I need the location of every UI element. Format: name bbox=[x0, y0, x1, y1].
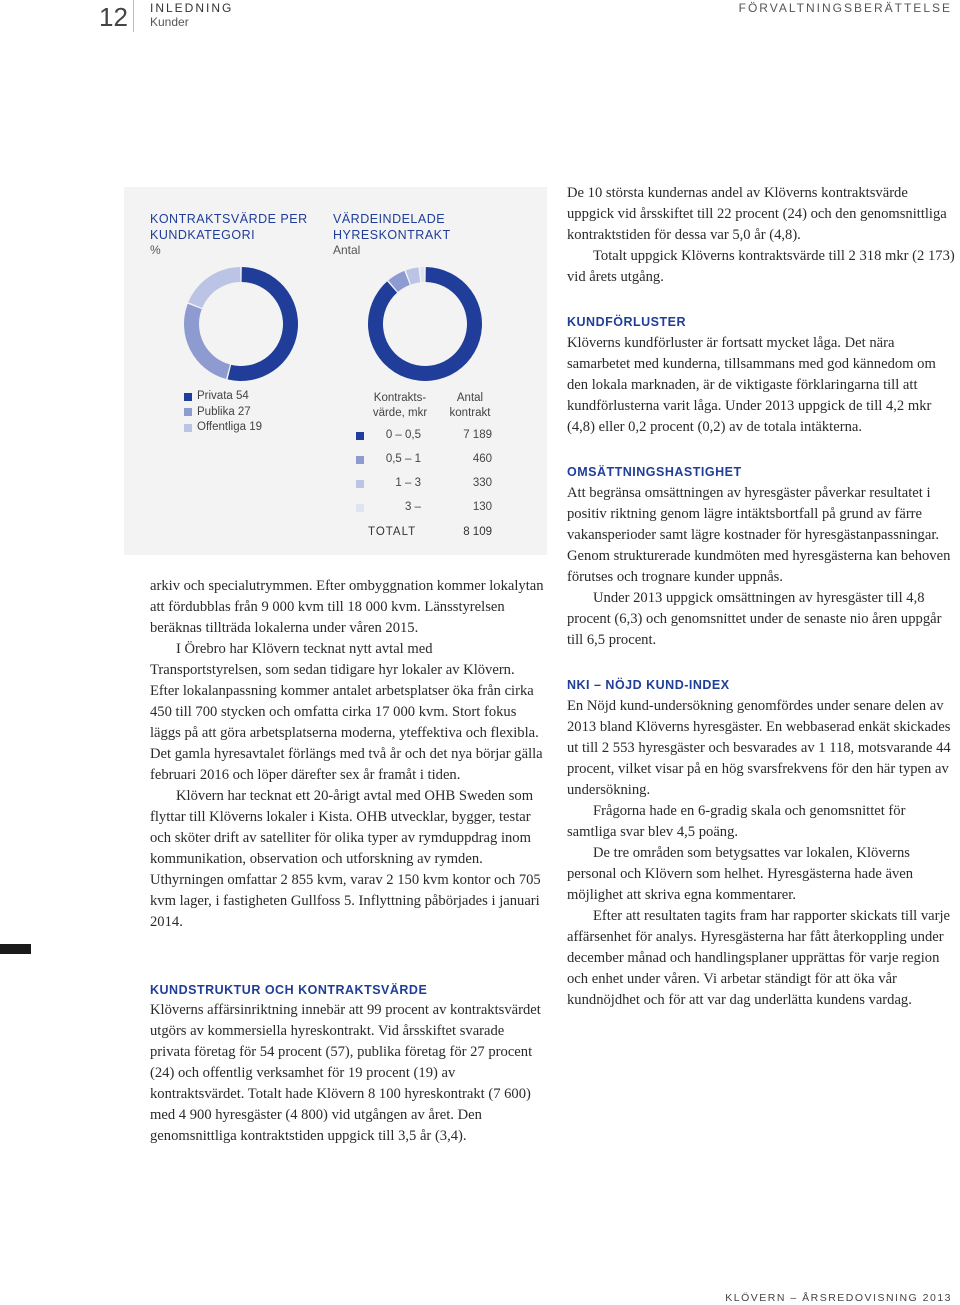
row-swatch bbox=[356, 504, 364, 512]
legend-label: Privata 54 bbox=[197, 390, 249, 402]
nki-text bbox=[567, 696, 957, 1011]
legend-label: Publika 27 bbox=[197, 405, 251, 418]
left-column-text bbox=[150, 576, 545, 933]
paragraph: En Nöjd kund-undersökning genomfördes under senare delen av 2013 bland Klöverns hyresgäster. En webbaserad enkät skickades ut till 2 553 hyresgäster och besvarades av 1 118, motsvarande 44 procent, vilket visar på en hög svarsfrekvens för den här typen av undersökning. bbox=[567, 698, 951, 798]
edge-marker bbox=[0, 944, 31, 954]
paragraph: Att begränsa omsättningen av hyresgäster påverkar resultatet i positiv riktning genom lägre intäktsbortfall på grund av färre vakansperioder samt lägre kostnader för hyresgästanpassningar. Genom strukturerade kundmöten med hyresgästerna kan behoven förutses och trognare kunder uppnås. bbox=[567, 485, 951, 585]
row-range: 0 – 0,5 bbox=[385, 429, 421, 441]
paragraph: De tre områden som betygsattes var lokalen, Klöverns personal och Klövern som helhet. Hyresgästerna hade även möjlighet att skriva egna kommentarer. bbox=[567, 845, 914, 903]
table-row bbox=[356, 453, 496, 469]
header-divider bbox=[133, 0, 134, 32]
heading-kundstruktur: KUNDSTRUKTUR OCH KONTRAKTSVÄRDE bbox=[150, 983, 428, 997]
row-range: 0,5 – 1 bbox=[385, 453, 421, 465]
kundstruktur-text bbox=[150, 1000, 542, 1147]
right-chart-unit: Antal bbox=[333, 243, 361, 257]
value-column-header: Kontrakts- värde, mkr bbox=[372, 392, 428, 419]
paragraph: Frågorna hade en 6-gradig skala och genomsnittet för samtliga svar blev 4,5 poäng. bbox=[567, 803, 906, 840]
left-chart-unit: % bbox=[150, 243, 161, 257]
legend-swatch bbox=[184, 393, 192, 401]
donut-slice-3 bbox=[420, 267, 424, 282]
left-chart-title: KONTRAKTSVÄRDE PER KUNDKATEGORI bbox=[150, 212, 308, 242]
donut-slice-privata bbox=[228, 267, 298, 381]
row-swatch bbox=[356, 456, 364, 464]
paragraph: I Örebro har Klövern tecknat nytt avtal med Transportstyrelsen, som sedan tidigare hyr lokaler av Klövern. Efter lokalanpassning kommer antalet arbetsplatser öka från cirka 450 till 700 stycken och omfatta cirka 17 000 kvm. Stort fokus läggs på att göra arbetsplatserna moderna, yteffektiva och flexibla. Det gamla hyresavtalet förlängs med två år och det nya börjar gälla februari 2016 och löper därefter sex år framåt i tiden. bbox=[150, 641, 543, 783]
donut-slice-publika bbox=[184, 304, 230, 379]
table-row bbox=[356, 429, 496, 445]
total-value: 8 109 bbox=[463, 526, 492, 538]
heading-omsattning: OMSÄTTNINGSHASTIGHET bbox=[567, 465, 742, 479]
donut-slice-0-0-5 bbox=[368, 267, 482, 381]
page-number: 12 bbox=[99, 2, 128, 32]
running-header: FÖRVALTNINGSBERÄTTELSE bbox=[738, 1, 952, 15]
left-chart-legend bbox=[184, 389, 262, 436]
omsattning-text bbox=[567, 483, 957, 651]
contract-value-donut bbox=[365, 264, 485, 384]
kundforluster-text bbox=[567, 333, 957, 438]
row-swatch bbox=[356, 480, 364, 488]
legend-item bbox=[184, 389, 262, 405]
row-count: 330 bbox=[472, 477, 492, 489]
customer-category-donut bbox=[181, 264, 301, 384]
count-column-header: Antal kontrakt bbox=[449, 392, 491, 419]
legend-swatch bbox=[184, 408, 192, 416]
row-count: 460 bbox=[472, 453, 492, 465]
paragraph: Klöverns affärsinriktning innebär att 99 procent av kontraktsvärdet utgörs av kommersiella hyreskontrakt. Vid årsskiftet svarade privata företag för 54 procent (57), publika företag för 27 procent (24) och offentlig verksamhet för 19 procent (19) av kontraktsvärdet. Totalt hade Klövern 8 100 hyreskontrakt (7 600) med 4 900 hyresgäster (4 800) vid utgången av året. Den genomsnittliga kontraktstiden uppgick till 3,5 år (3,4). bbox=[150, 1002, 541, 1144]
donut-slice-offentliga bbox=[188, 267, 240, 308]
legend-item bbox=[184, 420, 262, 436]
row-count: 7 189 bbox=[463, 429, 492, 441]
legend-label: Offentliga 19 bbox=[197, 421, 263, 433]
table-row bbox=[356, 501, 496, 517]
paragraph: De 10 största kundernas andel av Klöverns kontraktsvärde uppgick vid årsskiftet till 22 procent (24) och den genomsnittliga kontraktstiden för dessa var 5,0 år (4,8). bbox=[567, 185, 947, 243]
section-title: INLEDNING bbox=[150, 1, 234, 15]
subsection-title: Kunder bbox=[150, 15, 189, 29]
footer: KLÖVERN – ÅRSREDOVISNING 2013 bbox=[725, 1292, 952, 1304]
legend-item bbox=[184, 405, 262, 421]
paragraph: Klöverns kundförluster är fortsatt mycket låga. Det nära samarbetet med kunderna, tillsammans med god kännedom om den lokala marknaden, är de viktigaste förklaringarna till att kundförlusterna varit låga. Under 2013 uppgick de till 4,2 mkr (4,8) eller 0,2 procent (0,2) av de totala intäkterna. bbox=[567, 335, 936, 435]
row-count: 130 bbox=[472, 501, 492, 513]
paragraph: arkiv och specialutrymmen. Efter ombyggnation kommer lokalytan att fördubblas från 9 000 kvm till 18 000 kvm. Länsstyrelsen beräknas tillträda lokalerna under våren 2015. bbox=[150, 578, 544, 636]
paragraph: Klövern har tecknat ett 20-årigt avtal med OHB Sweden som flyttar till Klöverns lokaler i Kista. OHB utvecklar, bygger, testar och sköter drift av satelliter för olika typer av rymduppdrag inom kommunikation, observation och utforskning av rymden. Uthyrningen omfattar 2 855 kvm, varav 2 150 kvm kontor och 705 kvm lager, i fastigheten Gullfoss 5. Inflyttning påbörjades i januari 2014. bbox=[150, 788, 541, 930]
right-chart-title: VÄRDEINDELADE HYRESKONTRAKT bbox=[333, 212, 451, 242]
legend-swatch bbox=[184, 424, 192, 432]
right-column-intro bbox=[567, 183, 957, 288]
paragraph: Totalt uppgick Klöverns kontraktsvärde till 2 318 mkr (2 173) vid årets utgång. bbox=[567, 248, 955, 285]
total-label: TOTALT bbox=[368, 526, 417, 538]
heading-kundforluster: KUNDFÖRLUSTER bbox=[567, 315, 686, 329]
row-range: 1 – 3 bbox=[395, 477, 421, 489]
paragraph: Efter att resultaten tagits fram har rapporter skickats till varje affärsenhet för analys. Hyresgästerna har fått återkoppling under december månad och handlingsplaner upprättas för varje region och enhet under våren. Vi arbetar ständigt för att öka vår kundnöjdhet och för att var dag underlätta kundens vardag. bbox=[567, 908, 950, 1008]
table-row bbox=[356, 477, 496, 493]
heading-nki: NKI – NÖJD KUND-INDEX bbox=[567, 678, 730, 692]
paragraph: Under 2013 uppgick omsättningen av hyresgäster till 4,8 procent (6,3) och genomsnittet under de senaste nio åren uppgår till 6,5 procent. bbox=[567, 590, 942, 648]
row-swatch bbox=[356, 432, 364, 440]
row-range: 3 – bbox=[405, 501, 421, 513]
